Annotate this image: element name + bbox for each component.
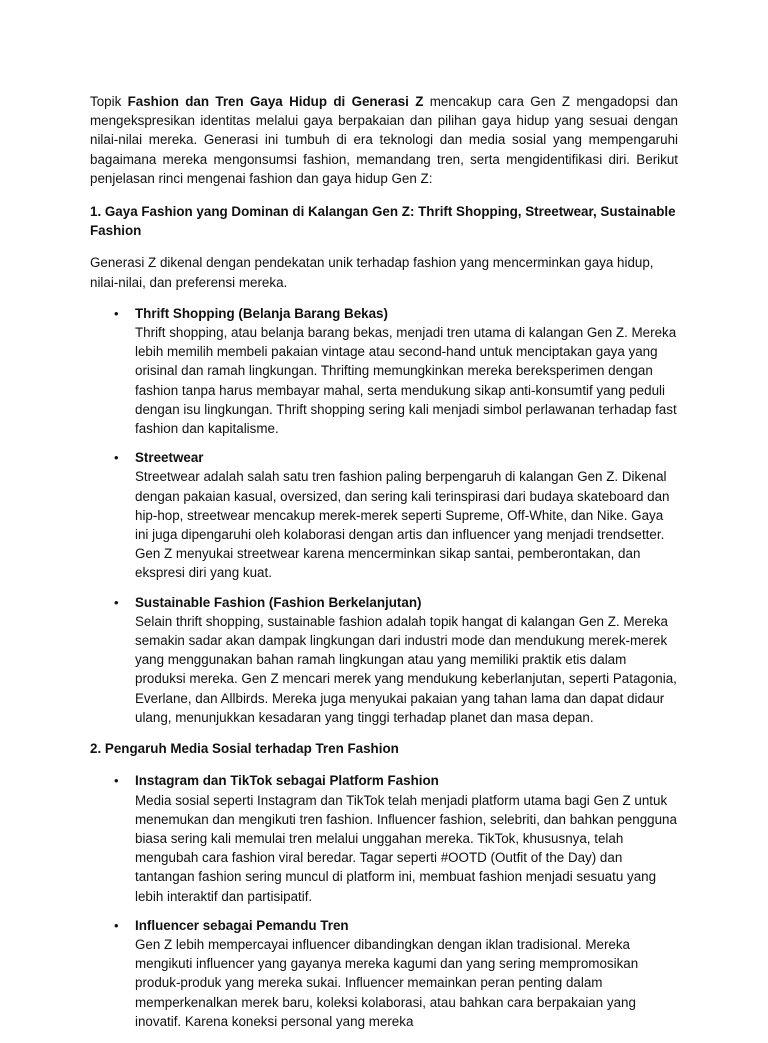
section-2-bullet-list	[90, 771, 678, 1031]
bullet-body: Gen Z lebih mempercayai influencer dibandingkan dengan iklan tradisional. Mereka mengikuti influencer yang gayanya mereka kagumi dan yang sering mempromosikan produk-produk yang mereka sukai. Influencer memainkan peran penting dalam memperkenalkan merek baru, koleksi kolaborasi, atau bahkan cara berpakaian yang inovatif. Karena koneksi personal yang mereka	[135, 936, 639, 1029]
bullet-sustainable-fashion	[90, 593, 678, 727]
section-2-heading: 2. Pengaruh Media Sosial terhadap Tren Fashion	[90, 741, 399, 757]
bullet-thrift-shopping	[90, 304, 678, 438]
bullet-body: Media sosial seperti Instagram dan TikTok telah menjadi platform utama bagi Gen Z untuk menemukan dan mengikuti tren fashion. Influencer fashion, selebriti, dan bahkan pengguna biasa sering kali memulai tren melalui unggahan mereka. TikTok, khususnya, telah mengubah cara fashion viral beredar. Tagar seperti #OOTD (Outfit of the Day) dan tantangan fashion sering muncul di platform ini, membuat fashion menjadi sesuatu yang lebih interaktif dan partisipatif.	[135, 792, 677, 904]
section-1-paragraph: Generasi Z dikenal dengan pendekatan unik terhadap fashion yang mencerminkan gaya hidup, nilai-nilai, dan preferensi mereka.	[90, 255, 654, 290]
intro-prefix: Topik	[90, 94, 128, 109]
bullet-influencer	[90, 916, 678, 1031]
section-1-heading: 1. Gaya Fashion yang Dominan di Kalangan Gen Z: Thrift Shopping, Streetwear, Sustainable Fashion	[90, 204, 676, 239]
bullet-streetwear	[90, 448, 678, 582]
intro-topic: Fashion dan Tren Gaya Hidup di Generasi Z	[127, 94, 424, 109]
section-1-bullet-list	[90, 304, 678, 727]
bullet-body: Selain thrift shopping, sustainable fashion adalah topik hangat di kalangan Gen Z. Mereka semakin sadar akan dampak lingkungan dari industri mode dan mendukung merek-merek yang menggunakan bahan ramah lingkungan atau yang memiliki praktik etis dalam produksi mereka. Gen Z mencari merek yang mendukung keberlanjutan, seperti Patagonia, Everlane, dan Allbirds. Mereka juga menyukai pakaian yang tahan lama dan dapat didaur ulang, menunjukkan kesadaran yang tinggi terhadap planet dan masa depan.	[135, 613, 677, 725]
bullet-instagram-tiktok	[90, 771, 678, 905]
bullet-title: • Sustainable Fashion (Fashion Berkelanjutan)	[135, 594, 422, 610]
intro-paragraph	[90, 92, 678, 188]
bullet-title: • Streetwear	[135, 450, 204, 466]
bullet-title: • Influencer sebagai Pemandu Tren	[135, 917, 349, 933]
bullet-body: Streetwear adalah salah satu tren fashion paling berpengaruh di kalangan Gen Z. Dikenal dengan pakaian kasual, oversized, dan sering kali terinspirasi dari budaya skateboard dan hip-hop, streetwear mencakup merek-merek seperti Supreme, Off-White, dan Nike. Gaya ini juga dipengaruhi oleh kolaborasi dengan artis dan influencer yang menjadi trendsetter. Gen Z menyukai streetwear karena mencerminkan sikap santai, pemberontakan, dan ekspresi diri yang kuat.	[135, 469, 670, 581]
bullet-body: Thrift shopping, atau belanja barang bekas, menjadi tren utama di kalangan Gen Z. Mereka lebih memilih membeli pakaian vintage atau second-hand untuk menciptakan gaya yang orisinal dan ramah lingkungan. Thrifting memungkinkan mereka bereksperimen dengan fashion tanpa harus membayar mahal, serta mendukung sikap anti-konsumtif yang peduli dengan isu lingkungan. Thrift shopping sering kali menjadi simbol perlawanan terhadap fast fashion dan kapitalisme.	[135, 325, 677, 437]
intro-body: mencakup cara Gen Z mengadopsi dan mengekspresikan identitas melalui gaya berpakaian dan pilihan gaya hidup yang sesuai dengan nilai-nilai mereka. Generasi ini tumbuh di era teknologi dan media sosial yang mempengaruhi bagaimana mereka mengonsumsi fashion, memandang tren, serta mengidentifikasi diri. Berikut penjelasan rinci mengenai fashion dan gaya hidup Gen Z:	[90, 94, 678, 186]
bullet-title: • Thrift Shopping (Belanja Barang Bekas)	[135, 305, 388, 321]
bullet-title: • Instagram dan TikTok sebagai Platform Fashion	[135, 773, 439, 789]
document-page	[90, 92, 678, 1043]
